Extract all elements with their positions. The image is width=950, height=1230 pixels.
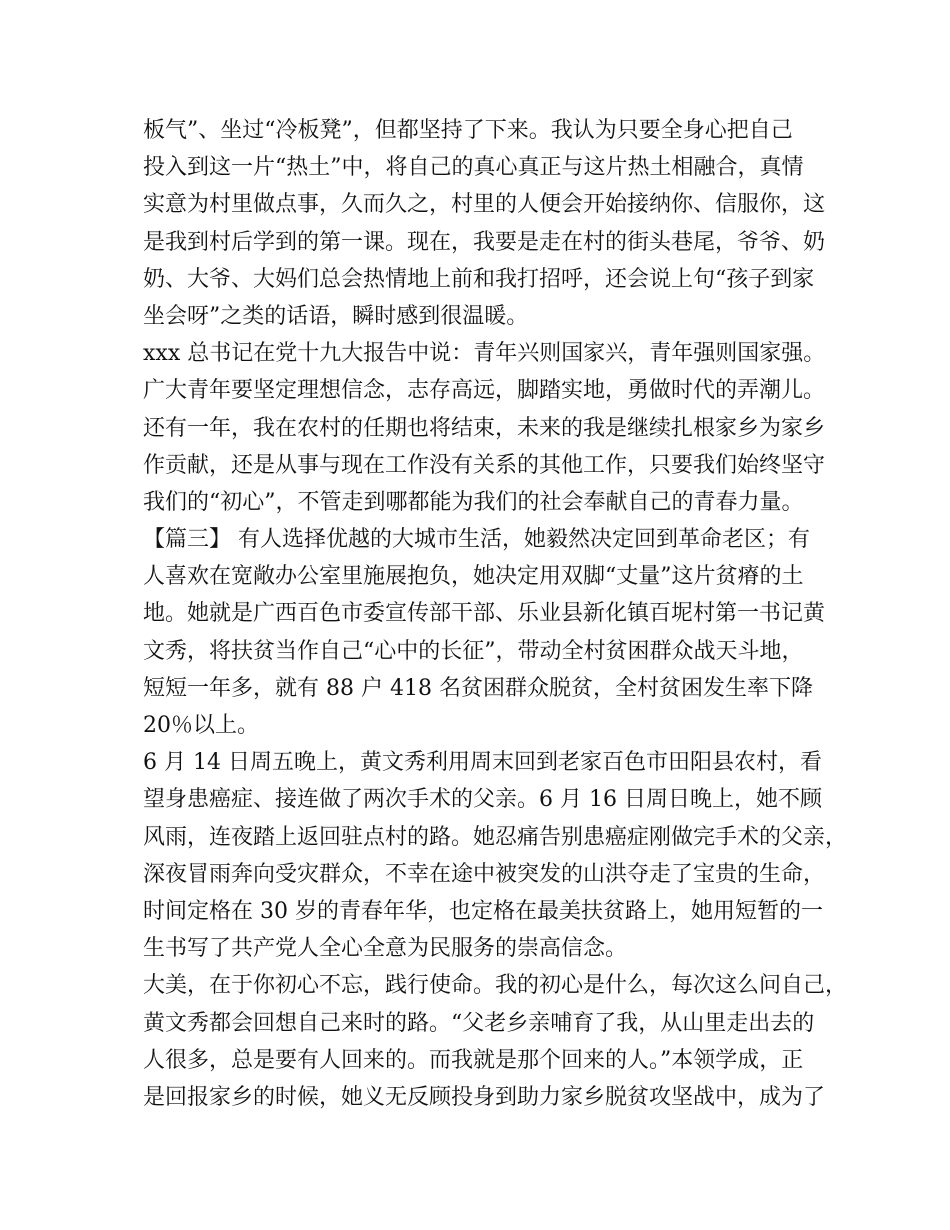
text-line: 坐会呀”之类的话语，瞬时感到很温暖。 [143,303,529,329]
text-line: 黄文秀都会回想自己来时的路。“父老乡亲哺育了我，从山里走出去的 [143,1010,815,1036]
text-line: 生书写了共产党人全心全意为民服务的崇高信念。 [143,936,628,962]
text-line: 板气”、坐过“冷板凳”，但都坚持了下来。我认为只要全身心把自己 [143,118,793,143]
text-line: 我们的“初心”，不管走到哪都能为我们的社会奉献自己的青春力量。 [143,489,804,515]
text-line: 还有一年，我在农村的任期也将结束，未来的我是继续扎根家乡为家乡 [143,415,826,441]
text-line: 投入到这一片“热土”中，将自己的真心真正与这片热土相融合，真情 [143,155,804,181]
text-line: 大美，在于你初心不忘，践行使命。我的初心是什么，每次这么问自己， [143,973,848,999]
text-line: 是我到村后学到的第一课。现在，我要是走在村的街头巷尾，爷爷、奶 [143,229,826,255]
text-line: xxx 总书记在党十九大报告中说：青年兴则国家兴，青年强则国家强。 [143,341,826,367]
text-line: 风雨，连夜踏上返回驻点村的路。她忍痛告别患癌症刚做完手术的父亲， [143,824,848,850]
text-line: 实意为村里做点事，久而久之，村里的人便会开始接纳你、信服你，这 [143,192,826,218]
section-heading-line: 【篇三】 有人选择优越的大城市生活，她毅然决定回到革命老区；有 [143,527,810,553]
text-line: 20％以上。 [143,713,259,738]
document-body [143,112,848,1116]
text-line: 文秀，将扶贫当作自己“心中的长征”，带动全村贫困群众战天斗地， [143,638,804,664]
text-line: 短短一年多，就有 88 户 418 名贫困群众脱贫，全村贫困发生率下降 [143,675,813,701]
text-line: 地。她就是广西百色市委宣传部干部、乐业县新化镇百坭村第一书记黄 [143,601,826,627]
text-line: 人喜欢在宽敞办公室里施展抱负，她决定用双脚“丈量”这片贫瘠的土 [143,564,804,590]
text-line: 广大青年要坚定理想信念，志存高远，脚踏实地，勇做时代的弄潮儿。 [143,378,826,404]
text-line: 作贡献，还是从事与现在工作没有关系的其他工作，只要我们始终坚守 [143,452,826,478]
text-line: 深夜冒雨奔向受灾群众，不幸在途中被突发的山洪夺走了宝贵的生命， [143,861,826,887]
text-line: 时间定格在 30 岁的青春年华，也定格在最美扶贫路上，她用短暂的一 [143,898,823,924]
text-line: 人很多，总是要有人回来的。而我就是那个回来的人。”本领学成，正 [143,1047,804,1073]
text-line: 6 月 14 日周五晚上，黄文秀利用周末回到老家百色市田阳县农村，看 [143,750,822,776]
text-line: 是回报家乡的时候，她义无反顾投身到助力家乡脱贫攻坚战中，成为了 [143,1084,826,1110]
text-line: 望身患癌症、接连做了两次手术的父亲。6 月 16 日周日晚上，她不顾 [143,787,822,813]
text-line: 奶、大爷、大妈们总会热情地上前和我打招呼，还会说上句“孩子到家 [143,266,815,292]
